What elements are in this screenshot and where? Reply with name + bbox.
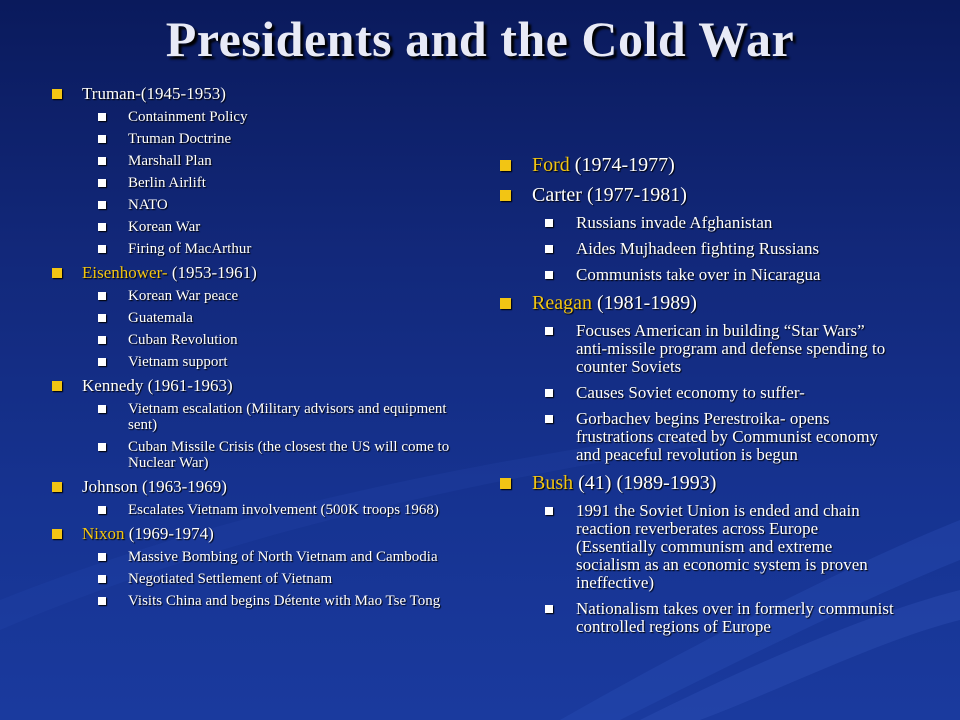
square-bullet-icon [52,268,62,278]
item-text: Russians invade Afghanistan [576,213,773,232]
left-president-list [46,84,466,609]
item-text: Firing of MacArthur [128,241,252,257]
square-bullet-icon [98,314,106,322]
square-bullet-icon [98,135,106,143]
square-bullet-icon [52,482,62,492]
president-truman [46,84,466,257]
president-name: Kennedy [82,376,144,395]
item-text: Vietnam escalation (Military advisors and equipment sent) [128,401,447,433]
list-item [540,266,896,284]
item-text: Massive Bombing of North Vietnam and Cambodia [128,549,438,565]
right-column [496,154,896,644]
president-sublist [82,502,466,518]
president-name: Carter [532,184,582,206]
president-name: Bush [532,472,574,494]
item-text: Nationalism takes over in formerly communist controlled regions of Europe [576,599,894,636]
square-bullet-icon [500,298,511,309]
square-bullet-icon [98,506,106,514]
list-item [540,214,896,232]
list-item [540,600,896,636]
slide-title: Presidents and the Cold War [165,11,795,67]
item-text: 1991 the Soviet Union is ended and chain reaction reverberates across Europe (Essentially communism and extreme socialism as an economic system is proven ineffective) [576,501,868,592]
president-dates: (1981-1989) [591,292,697,314]
list-item [540,322,896,376]
square-bullet-icon [98,597,106,605]
president-reagan [496,292,896,464]
item-text: Containment Policy [128,109,248,125]
president-name: Ford [532,154,570,176]
square-bullet-icon [545,271,553,279]
president-sublist [82,549,466,609]
right-president-list [496,154,896,636]
list-item [540,384,896,402]
list-item [92,109,466,125]
item-text: Korean War [128,219,201,235]
square-bullet-icon [500,190,511,201]
left-column [46,84,466,615]
item-text: Negotiated Settlement of Vietnam [128,571,333,587]
item-text: Guatemala [128,310,193,326]
square-bullet-icon [98,157,106,165]
president-sublist [82,401,466,471]
president-name: Truman- [82,84,141,103]
item-text: Communists take over in Nicaragua [576,265,821,284]
square-bullet-icon [98,223,106,231]
item-text: Gorbachev begins Perestroika- opens frustrations created by Communist economy and peaceful revolution is begun [576,409,879,464]
item-text: Focuses American in building “Star Wars” anti-missile program and defense spending to counter Soviets [576,321,886,376]
list-item [92,310,466,326]
square-bullet-icon [545,219,553,227]
president-sublist [532,322,896,464]
president-dates: (1963-1969) [137,477,227,496]
president-dates: (1961-1963) [143,376,233,395]
list-item [92,241,466,257]
square-bullet-icon [98,443,106,451]
square-bullet-icon [545,415,553,423]
square-bullet-icon [545,389,553,397]
square-bullet-icon [52,529,62,539]
square-bullet-icon [98,179,106,187]
list-item [92,332,466,348]
item-text: Causes Soviet economy to suffer- [576,383,805,402]
square-bullet-icon [98,201,106,209]
president-dates: (1977-1981) [581,184,687,206]
list-item [92,549,466,565]
square-bullet-icon [500,478,511,489]
list-item [92,219,466,235]
president-dates: (1974-1977) [569,154,675,176]
president-dates: (1953-1961) [167,263,257,282]
square-bullet-icon [98,336,106,344]
president-nixon [46,524,466,609]
president-sublist [82,288,466,370]
item-text: Marshall Plan [128,153,212,169]
square-bullet-icon [98,245,106,253]
square-bullet-icon [98,292,106,300]
item-text: Aides Mujhadeen fighting Russians [576,239,820,258]
president-sublist [532,214,896,284]
list-item [92,131,466,147]
item-text: Vietnam support [128,354,228,370]
square-bullet-icon [98,113,106,121]
item-text: Korean War peace [128,288,239,304]
list-item [540,240,896,258]
square-bullet-icon [545,327,553,335]
square-bullet-icon [52,381,62,391]
president-name: Johnson [82,477,138,496]
item-text: Cuban Revolution [128,332,238,348]
president-ford [496,154,896,176]
square-bullet-icon [545,245,553,253]
square-bullet-icon [98,575,106,583]
president-name: Reagan [532,292,592,314]
list-item [540,502,896,592]
list-item [92,175,466,191]
square-bullet-icon [545,507,553,515]
president-eisenhower [46,263,466,370]
list-item [92,571,466,587]
list-item [92,502,466,518]
list-item [540,410,896,464]
item-text: Truman Doctrine [128,131,232,147]
president-sublist [532,502,896,636]
list-item [92,354,466,370]
president-dates: (41) (1989-1993) [573,472,717,494]
list-item [92,288,466,304]
square-bullet-icon [98,358,106,366]
president-carter [496,184,896,284]
list-item [92,153,466,169]
president-bush [496,472,896,636]
president-dates: (1969-1974) [124,524,214,543]
list-item [92,439,466,471]
list-item [92,593,466,609]
president-name: Eisenhower- [82,263,168,282]
square-bullet-icon [98,553,106,561]
item-text: Visits China and begins Détente with Mao Tse Tong [128,593,441,609]
list-item [92,197,466,213]
item-text: NATO [128,197,168,213]
item-text: Cuban Missile Crisis (the closest the US will come to Nuclear War) [128,439,450,471]
item-text: Berlin Airlift [128,175,206,191]
president-dates: (1945-1953) [140,84,226,103]
item-text: Escalates Vietnam involvement (500K troops 1968) [128,502,439,518]
president-name: Nixon [82,524,125,543]
square-bullet-icon [545,605,553,613]
square-bullet-icon [500,160,511,171]
president-sublist [82,109,466,257]
president-kennedy [46,376,466,471]
square-bullet-icon [98,405,106,413]
square-bullet-icon [52,89,62,99]
president-johnson [46,477,466,518]
list-item [92,401,466,433]
